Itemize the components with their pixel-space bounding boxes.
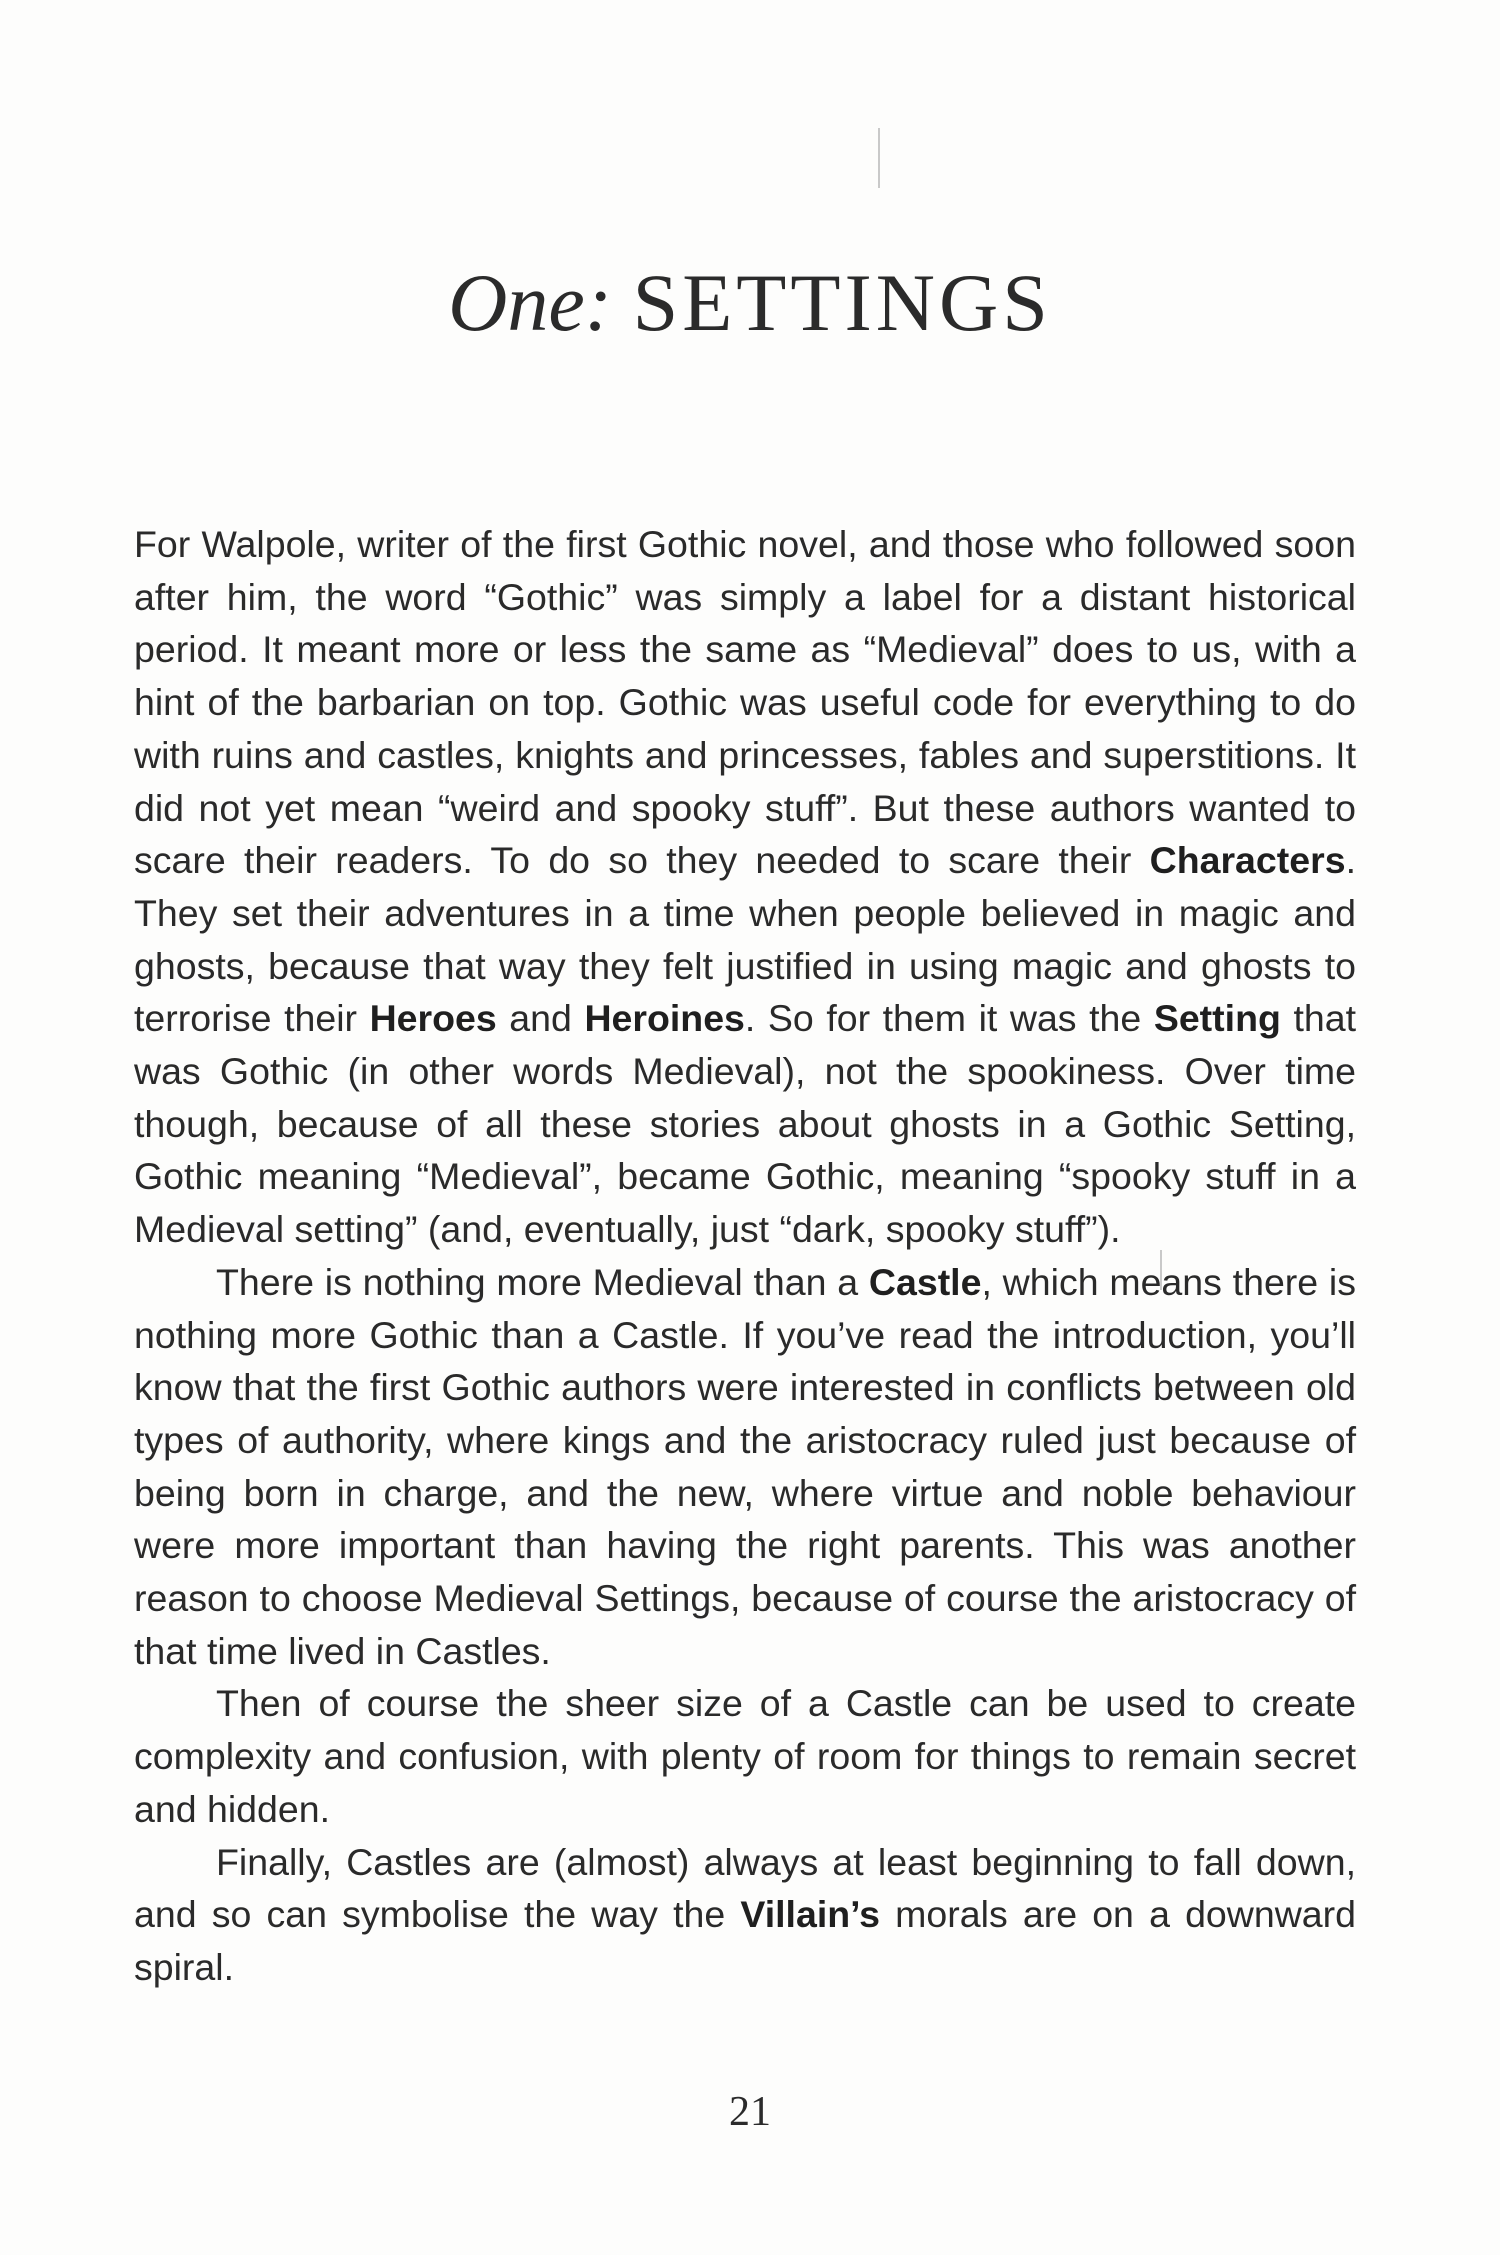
paragraph [134,518,1356,1256]
bold-term-heroines: Heroines [584,997,745,1040]
text-segment: and [496,997,585,1040]
bold-term-heroes: Heroes [369,997,497,1040]
text-segment: that was Gothic (in other words Medieval), not the spookiness. Over time though, because of all these stories about ghosts in a Gothic Setting, Gothic meaning “Medieval”, became Gothic, meaning “spooky stuff in a Medieval setting” (and, eventually, just “dark, spooky stuff”). [134,997,1356,1251]
paragraph [134,1677,1356,1835]
text-segment: For Walpole, writer of the first Gothic novel, and those who followed soon after him, the word “Gothic” was simply a label for a distant historical period. It meant more or less the same as “Medieval” does to us, with a hint of the barbarian on top. Gothic was useful code for everything to do with ruins and castles, knights and princesses, fables and superstitions. It did not yet mean “weird and spooky stuff”. But these authors wanted to scare their readers. To do so they needed to scare their [134,523,1356,882]
text-segment: , which means there is nothing more Gothic than a Castle. If you’ve read the introduction, you’ll know that the first Gothic authors were interested in conflicts between old types of authority, where kings and the aristocracy ruled just because of being born in charge, and the new, where virtue and noble behaviour were more important than having the right parents. This was another reason to choose Medieval Settings, because of course the aristocracy of that time lived in Castles. [134,1260,1357,1672]
scan-mark [878,128,880,188]
bold-term-setting: Setting [1153,997,1281,1040]
page-number: 21 [729,2089,771,2135]
text-segment: There is nothing more Medieval than a [216,1260,869,1303]
text-segment: Then of course the sheer size of a Castle can be used to create complexity and confusion, with plenty of room for things to remain secret and hidden. [134,1682,1356,1830]
paragraph [134,1836,1356,1994]
paragraph [134,1256,1356,1678]
text-segment: . They set their adventures in a time when people believed in magic and ghosts, because that way they felt justified in using magic and ghosts to terrorise their [134,839,1356,1040]
text-segment: Finally, Castles are (almost) always at least beginning to fall down, and so can symbolise the way the [134,1840,1356,1936]
chapter-name: SETTINGS [632,257,1052,348]
chapter-body [134,518,1356,1994]
chapter-number: One: [448,257,613,348]
bold-term-characters: Characters [1149,839,1346,882]
text-segment: morals are on a downward spiral. [134,1893,1357,1988]
chapter-title [0,257,1500,348]
text-segment: . So for them it was the [744,997,1154,1040]
bold-term-villains: Villain’s [740,1893,881,1936]
bold-term-castle: Castle [868,1260,982,1303]
